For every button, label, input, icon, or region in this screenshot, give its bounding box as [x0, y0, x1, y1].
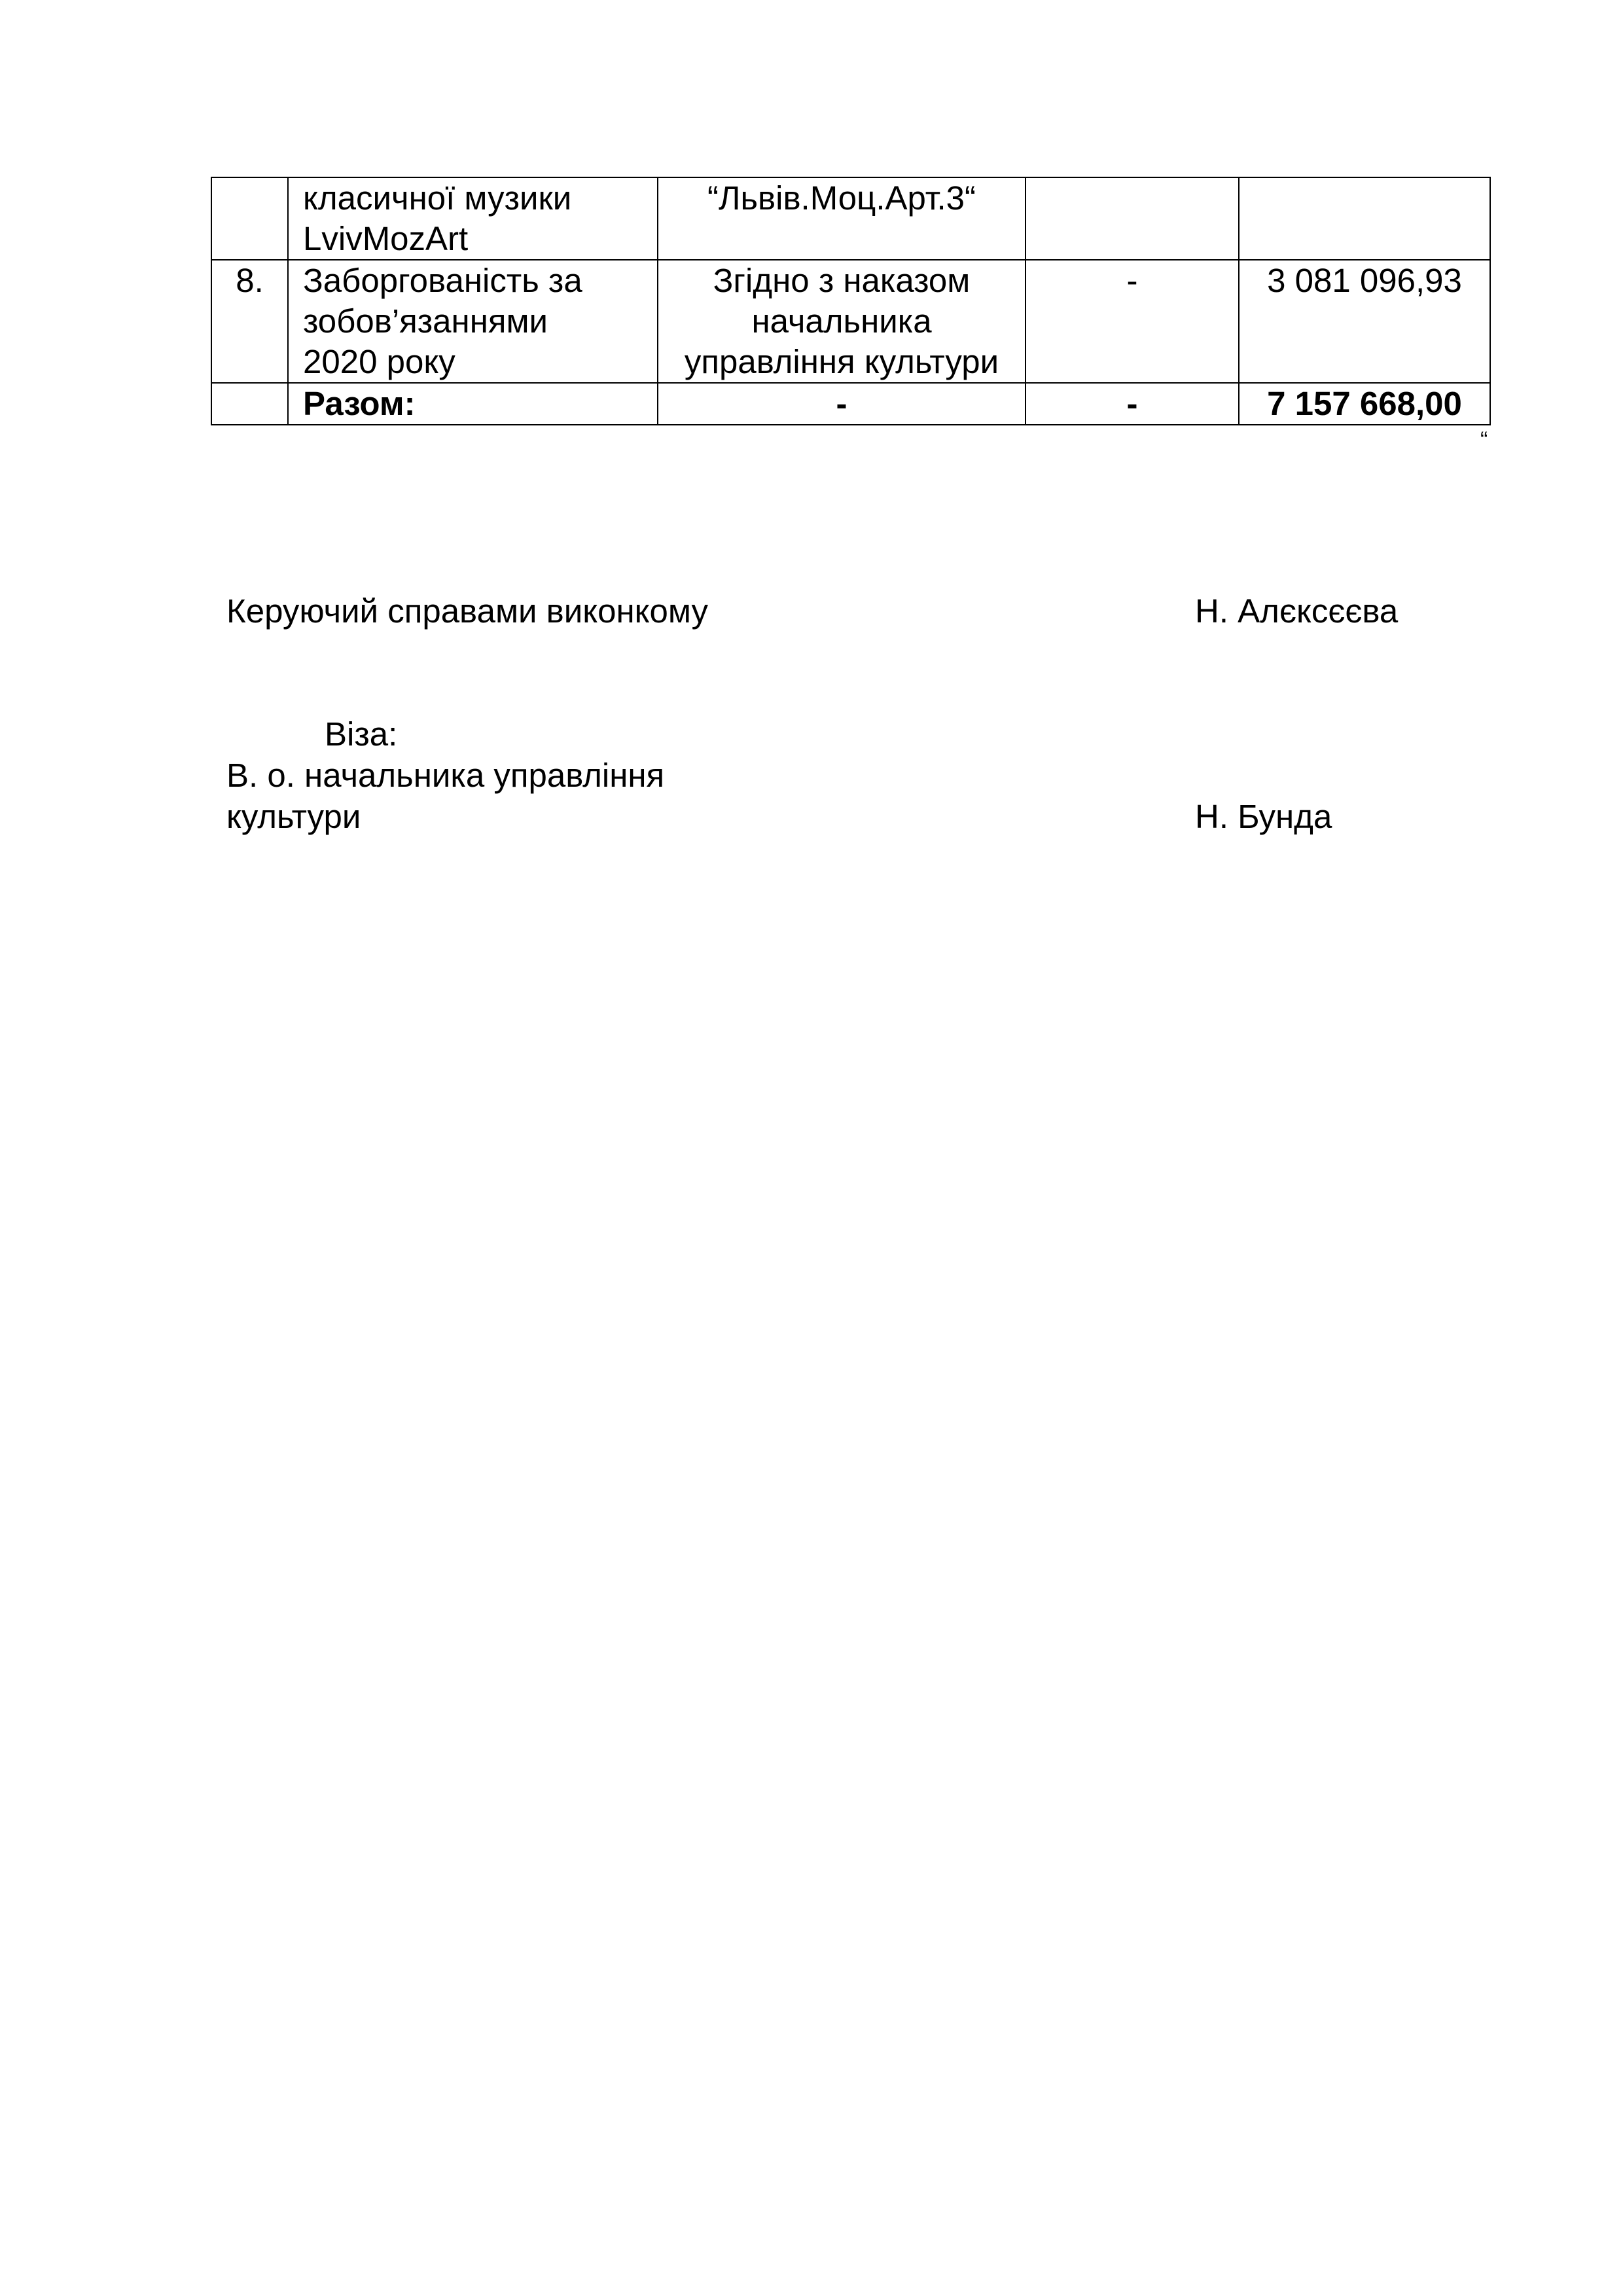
row-name-cell [288, 177, 658, 260]
row-basis-line: начальника [751, 302, 932, 340]
total-plan-cell: - [1026, 383, 1239, 425]
row-amount-cell [1239, 177, 1490, 260]
table-row [211, 260, 1490, 383]
row-name-line: LvivMozArt [303, 220, 469, 257]
total-label: Разом: [288, 383, 658, 425]
head-name: Н. Бунда [1195, 798, 1332, 835]
row-name-line: зобов’язаннями [303, 302, 548, 340]
row-basis-cell [658, 177, 1026, 260]
total-basis-cell: - [658, 383, 1026, 425]
row-basis-line: Згідно з наказом [713, 262, 971, 299]
row-plan-cell [1026, 177, 1239, 260]
total-number-cell [211, 383, 288, 425]
row-amount-cell: 3 081 096,93 [1239, 260, 1490, 383]
row-number-cell: 8. [211, 260, 288, 383]
row-basis-cell [658, 260, 1026, 383]
closing-quote-mark: “ [1480, 427, 1488, 452]
row-name-line: Заборгованість за [303, 262, 582, 299]
head-title-line: В. о. начальника управління [226, 757, 665, 794]
row-plan-cell: - [1026, 260, 1239, 383]
total-amount: 7 157 668,00 [1239, 383, 1490, 425]
total-row [211, 383, 1490, 425]
visa-label: Віза: [325, 715, 398, 753]
row-name-line: класичної музики [303, 179, 572, 217]
row-number-cell [211, 177, 288, 260]
row-basis-line: “Львів.Моц.Арт.3“ [707, 179, 976, 217]
head-title-line: культури [226, 798, 361, 835]
table-row [211, 177, 1490, 260]
row-name-cell [288, 260, 658, 383]
row-name-line: 2020 року [303, 343, 455, 380]
manager-title: Керуючий справами виконкому [226, 592, 709, 630]
row-basis-line: управління культури [684, 343, 999, 380]
manager-name: Н. Алєксєєва [1195, 592, 1399, 630]
budget-table [211, 177, 1491, 425]
